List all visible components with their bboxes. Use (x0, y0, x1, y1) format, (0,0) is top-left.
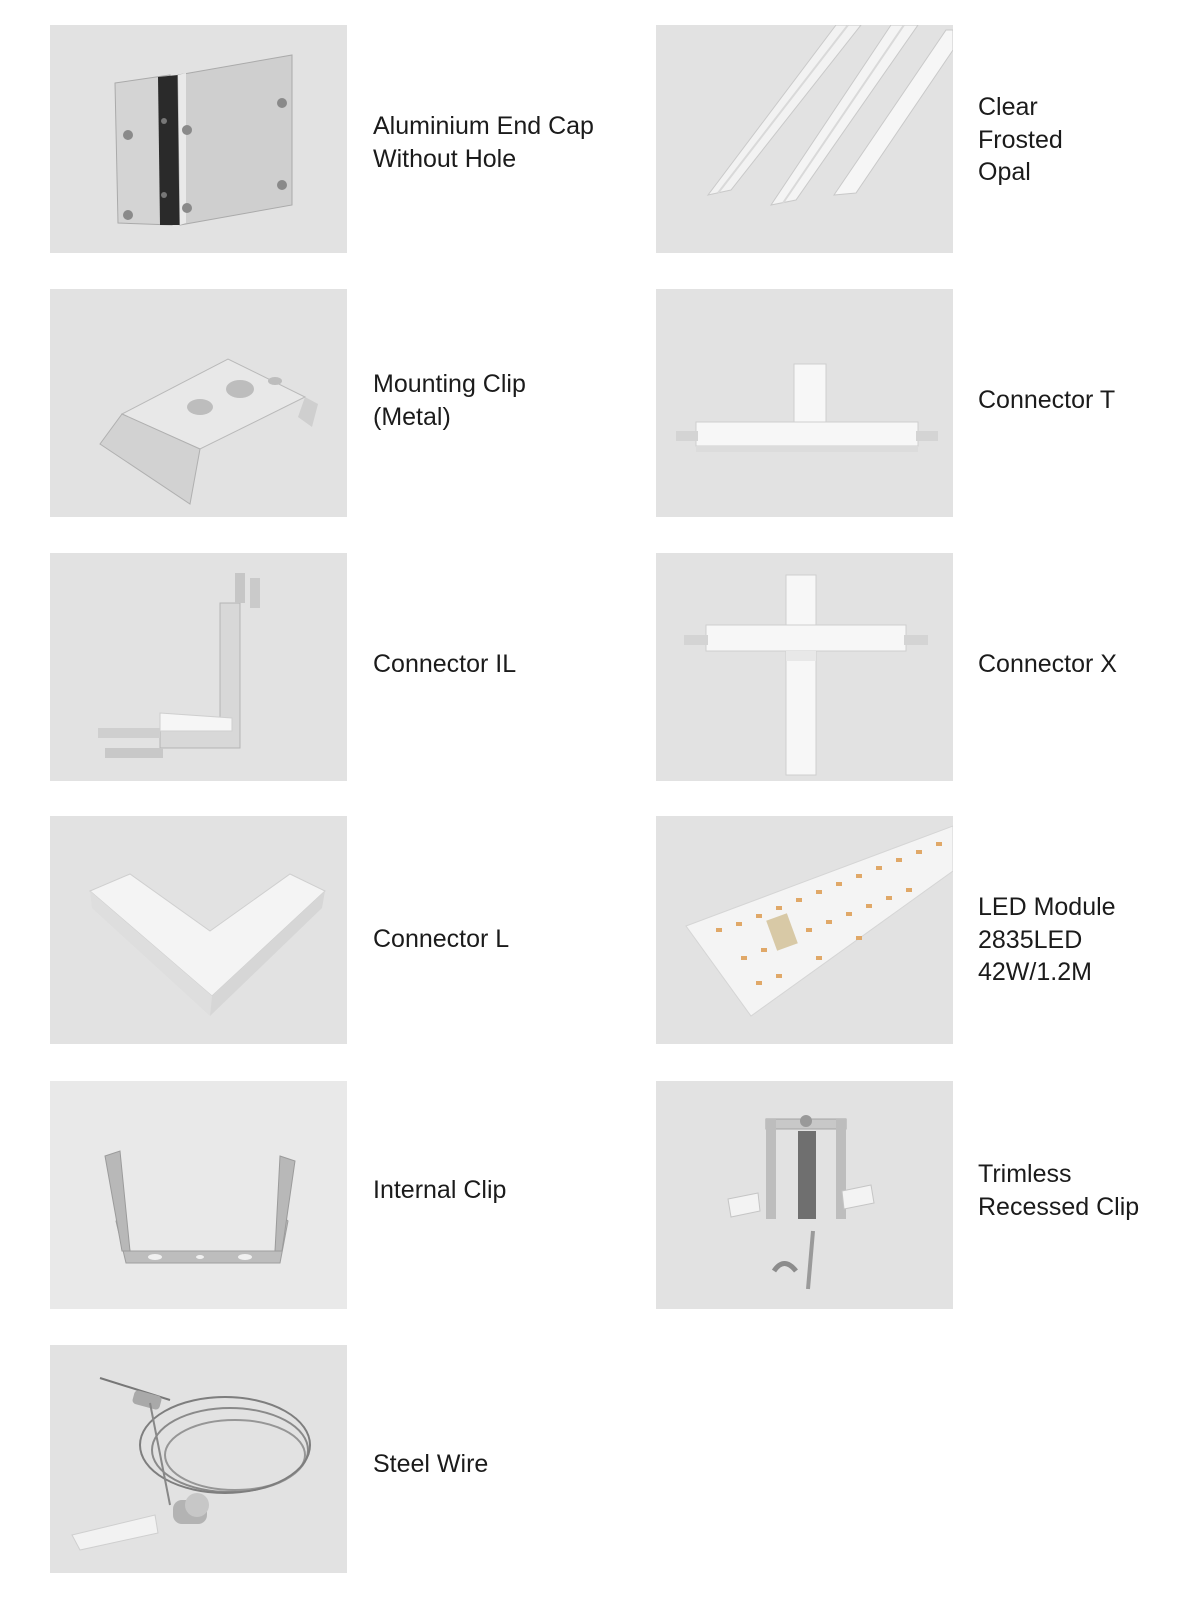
label-line: Frosted (978, 125, 1063, 154)
connector-x-image (656, 553, 953, 781)
item-label (978, 91, 1063, 189)
label-line: (Metal) (373, 402, 451, 431)
label-line: Recessed Clip (978, 1192, 1140, 1221)
end-cap-image (50, 25, 347, 253)
connector-il-image (50, 553, 347, 781)
item-label (373, 1174, 506, 1207)
label-line: 42W/1.2M (978, 958, 1092, 986)
label-line: Without Hole (373, 144, 517, 173)
item-label (978, 384, 1115, 417)
item-label (373, 1448, 488, 1481)
led-module-image (656, 816, 953, 1044)
item-label (978, 891, 1116, 989)
item-label (373, 110, 594, 175)
item-label (373, 648, 516, 681)
label-line: LED Module (978, 893, 1116, 921)
connector-t-image (656, 289, 953, 517)
item-label (978, 1158, 1139, 1223)
label-line: Internal Clip (373, 1176, 507, 1204)
label-line: Mounting Clip (373, 370, 526, 398)
internal-clip-image (50, 1081, 347, 1309)
item-label (373, 923, 509, 956)
item-label (978, 648, 1117, 681)
diffuser-covers-image (656, 25, 953, 253)
mounting-clip-image (50, 289, 347, 517)
trimless-clip-image (656, 1081, 953, 1309)
steel-wire-image (50, 1345, 347, 1573)
label-line: Clear (978, 93, 1038, 121)
label-line: Connector X (978, 650, 1117, 678)
label-line: Trimless (978, 1160, 1072, 1188)
label-line: Connector L (373, 925, 510, 953)
label-line: Aluminium End Cap (373, 112, 594, 140)
label-line: Opal (978, 158, 1031, 186)
label-line: Connector IL (373, 650, 517, 678)
label-line: Connector T (978, 386, 1116, 414)
label-line: Steel Wire (373, 1450, 489, 1478)
label-line: 2835LED (978, 925, 1083, 954)
connector-l-image (50, 816, 347, 1044)
item-label (373, 368, 526, 433)
